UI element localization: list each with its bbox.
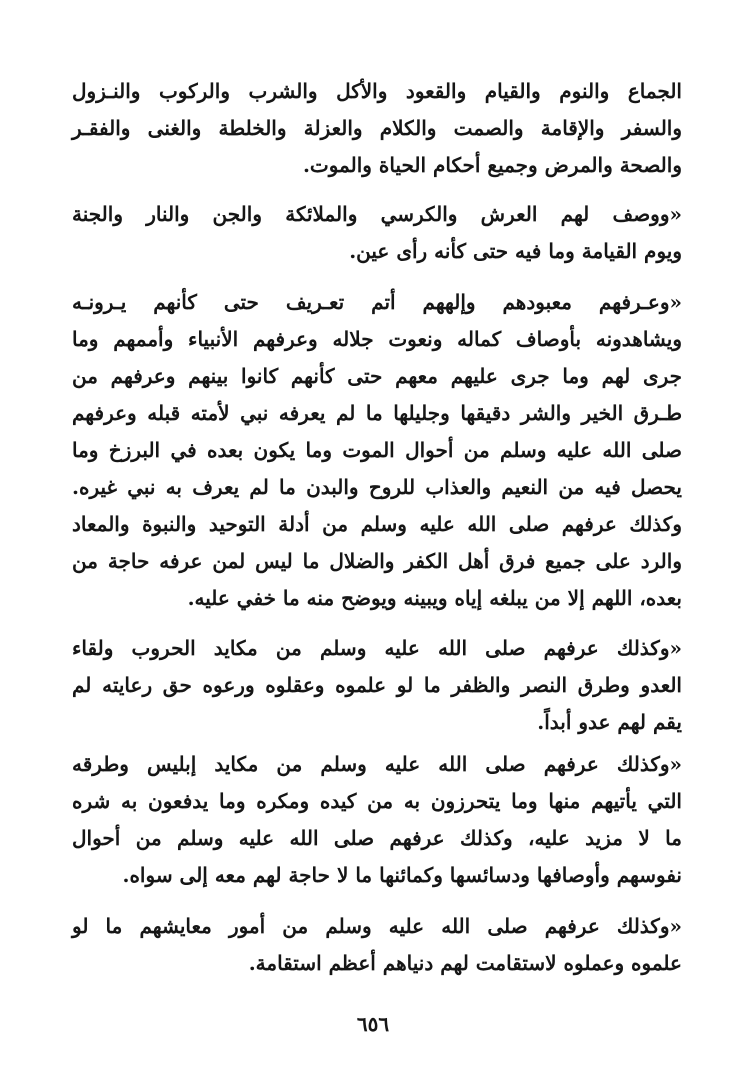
text-line: وكذلك عرفهم صلى الله عليه وسلم من أدلة التوحيد والنبوة والمعاد xyxy=(72,512,682,536)
text-line: «ووصف لهم العرش والكرسي والملائكة والجن والنار والجنة xyxy=(72,202,682,226)
text-line: يقم لهم عدو أبداً. xyxy=(537,710,682,734)
text-line: ويشاهدونه بأوصاف كماله ونعوت جلاله وعرفهم الأنبياء وأممهم وما xyxy=(72,327,682,351)
text-line: «وكذلك عرفهم صلى الله عليه وسلم من مكايد الحروب ولقاء xyxy=(72,636,682,660)
text-line: يحصل فيه من النعيم والعذاب للروح والبدن ما لم يعرف به نبي غيره. xyxy=(72,475,682,499)
paragraph-6 xyxy=(72,908,682,982)
paragraph-5 xyxy=(72,746,682,894)
text-line: ويوم القيامة وما فيه حتى كأنه رأى عين. xyxy=(349,239,682,263)
page-number: ٦٥٦ xyxy=(356,1012,390,1036)
text-line: بعده، اللهم إلا من يبلغه إياه ويبينه ويوضح منه ما خفي عليه. xyxy=(187,586,682,610)
text-line: الجماع والنوم والقيام والقعود والأكل والشرب والركوب والنـزول xyxy=(72,79,682,103)
text-line: ما لا مزيد عليه، وكذلك عرفهم صلى الله عليه وسلم من أحوال xyxy=(72,826,682,850)
text-line: طـرق الخير والشر دقيقها وجليلها ما لم يعرفه نبي لأمته قبله وعرفهم xyxy=(72,401,682,425)
text-line: والسفر والإقامة والصمت والكلام والعزلة والخلطة والغنى والفقـر xyxy=(72,116,682,140)
text-line: التي يأتيهم منها وما يتحرزون به من كيده ومكره وما يدفعون به شره xyxy=(72,789,682,813)
text-line: «وعـرفهم معبودهم وإلههم أتم تعـريف حتى كأنهم يـرونـه xyxy=(72,290,682,314)
text-line: جرى لهم وما جرى عليهم معهم حتى كأنهم كانوا بينهم وعرفهم من xyxy=(72,364,682,388)
paragraph-2 xyxy=(72,196,682,270)
text-line: «وكذلك عرفهم صلى الله عليه وسلم من أمور معايشهم ما لو xyxy=(72,914,682,938)
text-line: والرد على جميع فرق أهل الكفر والضلال ما ليس لمن عرفه حاجة من xyxy=(72,549,682,573)
paragraph-4 xyxy=(72,630,682,741)
text-line: نفوسهم وأوصافها ودسائسها وكمائنها ما لا حاجة لهم معه إلى سواه. xyxy=(122,863,682,887)
text-line: العدو وطرق النصر والظفر ما لو علموه وعقلوه ورعوه حق رعايته لم xyxy=(72,673,682,697)
text-line: علموه وعملوه لاستقامت لهم دنياهم أعظم استقامة. xyxy=(248,951,682,975)
paragraph-3 xyxy=(72,284,682,617)
text-line: والصحة والمرض وجميع أحكام الحياة والموت. xyxy=(302,153,682,177)
text-line: صلى الله عليه وسلم من أحوال الموت وما يكون بعده في البرزخ وما xyxy=(72,438,682,462)
text-line: «وكذلك عرفهم صلى الله عليه وسلم من مكايد إبليس وطرقه xyxy=(72,752,682,776)
paragraph-1 xyxy=(72,73,682,184)
